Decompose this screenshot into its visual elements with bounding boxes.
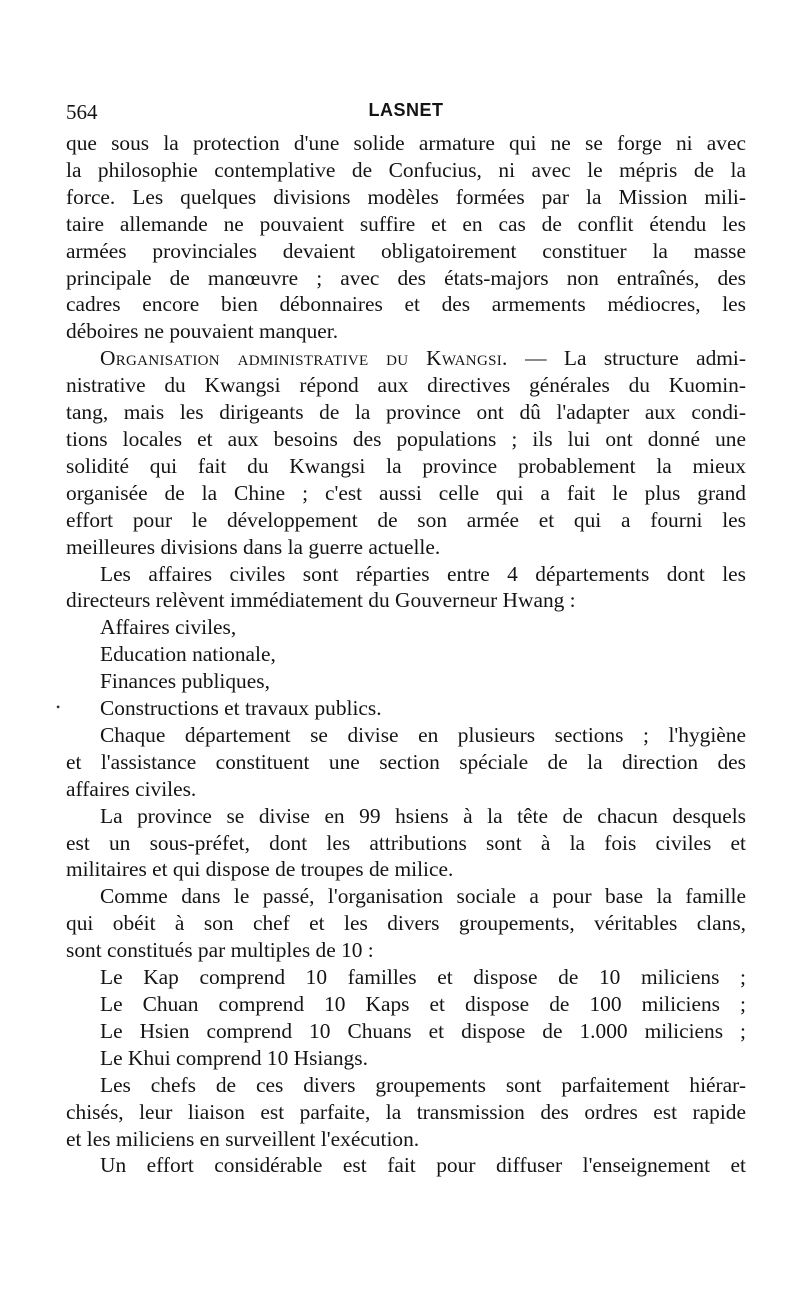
page-header: [66, 96, 746, 130]
page-number: 564: [66, 100, 98, 124]
text-line: principale de manœuvre ; avec des états-majors non entraînés, des: [66, 265, 746, 290]
text-line: la philosophie contemplative de Confucius, ni avec le mépris de la: [66, 157, 746, 182]
text-line: taire allemande ne pouvaient suffire et en cas de conflit étendu les: [66, 211, 746, 236]
text-line: Chaque département se divise en plusieurs sections ; l'hygiène: [100, 722, 746, 747]
text-line: nistrative du Kwangsi répond aux directives générales du Kuomin-: [66, 373, 746, 398]
text-line: armées provinciales devaient obligatoirement constituer la masse: [66, 238, 746, 263]
text-line: sont constitués par multiples de 10 :: [66, 938, 374, 963]
section-kwangsi: [66, 345, 746, 560]
text-line: Un effort considérable est fait pour diffuser l'enseignement et: [100, 1153, 746, 1178]
departments-list: [66, 614, 746, 722]
text-line: affaires civiles.: [66, 776, 197, 801]
section-heading-continuation: — La structure admi-: [507, 346, 746, 371]
text-line: meilleures divisions dans la guerre actuelle.: [66, 534, 441, 559]
text-line: La province se divise en 99 hsiens à la tête de chacun desquels: [100, 803, 746, 828]
margin-speck: •: [56, 700, 61, 714]
list-item: Le Kap comprend 10 familles et dispose de 10 miliciens ;: [100, 965, 746, 990]
running-title: LASNET: [368, 100, 444, 120]
paragraph-5: [66, 803, 746, 884]
paragraph-8: [66, 1152, 746, 1179]
list-item: Affaires civiles,: [100, 615, 237, 640]
paragraph-6: [66, 883, 746, 964]
text-line: effort pour le développement de son armée et qui a fourni les: [66, 507, 746, 532]
section-first-line: [66, 345, 746, 372]
list-item: Le Khui comprend 10 Hsiangs.: [100, 1045, 368, 1070]
text-line: force. Les quelques divisions modèles formées par la Mission mili-: [66, 184, 746, 209]
text-line: que sous la protection d'une solide armature qui ne se forge ni avec: [66, 131, 746, 155]
text-body: [66, 130, 746, 1179]
paragraph-4: [66, 722, 746, 803]
text-line: chisés, leur liaison est parfaite, la transmission des ordres est rapide: [66, 1099, 746, 1124]
text-line: organisée de la Chine ; c'est aussi celle qui a fait le plus grand: [66, 480, 746, 505]
text-line: cadres encore bien débonnaires et des armements médiocres, les: [66, 292, 746, 317]
section-heading: Organisation administrative du Kwangsi.: [100, 346, 508, 371]
text-line: militaires et qui dispose de troupes de milice.: [66, 857, 454, 882]
paragraph-7: [66, 1072, 746, 1153]
text-line: tions locales et aux besoins des populations ; ils lui ont donné une: [66, 426, 746, 451]
page: [66, 96, 746, 1179]
list-item: Le Hsien comprend 10 Chuans et dispose de 1.000 miliciens ;: [100, 1018, 746, 1043]
text-line: et l'assistance constituent une section spéciale de la direction des: [66, 749, 746, 774]
text-line: Les affaires civiles sont réparties entre 4 départements dont les: [100, 561, 746, 586]
list-item: Finances publiques,: [100, 669, 270, 694]
groupings-list: [66, 964, 746, 1072]
paragraph-1: [66, 130, 746, 345]
text-line: est un sous-préfet, dont les attributions sont à la fois civiles et: [66, 830, 746, 855]
list-item: Le Chuan comprend 10 Kaps et dispose de 100 miliciens ;: [100, 992, 746, 1016]
text-line: et les miliciens en surveillent l'exécution.: [66, 1126, 420, 1151]
paragraph-3: [66, 561, 746, 615]
text-line: déboires ne pouvaient manquer.: [66, 319, 339, 344]
list-item: Education nationale,: [100, 642, 276, 667]
text-line: Les chefs de ces divers groupements sont parfaitement hiérar-: [100, 1072, 746, 1097]
text-line: tang, mais les dirigeants de la province ont dû l'adapter aux condi-: [66, 400, 746, 425]
list-item: Constructions et travaux publics.: [100, 696, 382, 721]
text-line: qui obéit à son chef et les divers groupements, véritables clans,: [66, 911, 746, 936]
text-line: directeurs relèvent immédiatement du Gouverneur Hwang :: [66, 588, 576, 613]
text-line: solidité qui fait du Kwangsi la province probablement la mieux: [66, 453, 746, 478]
text-line: Comme dans le passé, l'organisation sociale a pour base la famille: [100, 884, 746, 909]
